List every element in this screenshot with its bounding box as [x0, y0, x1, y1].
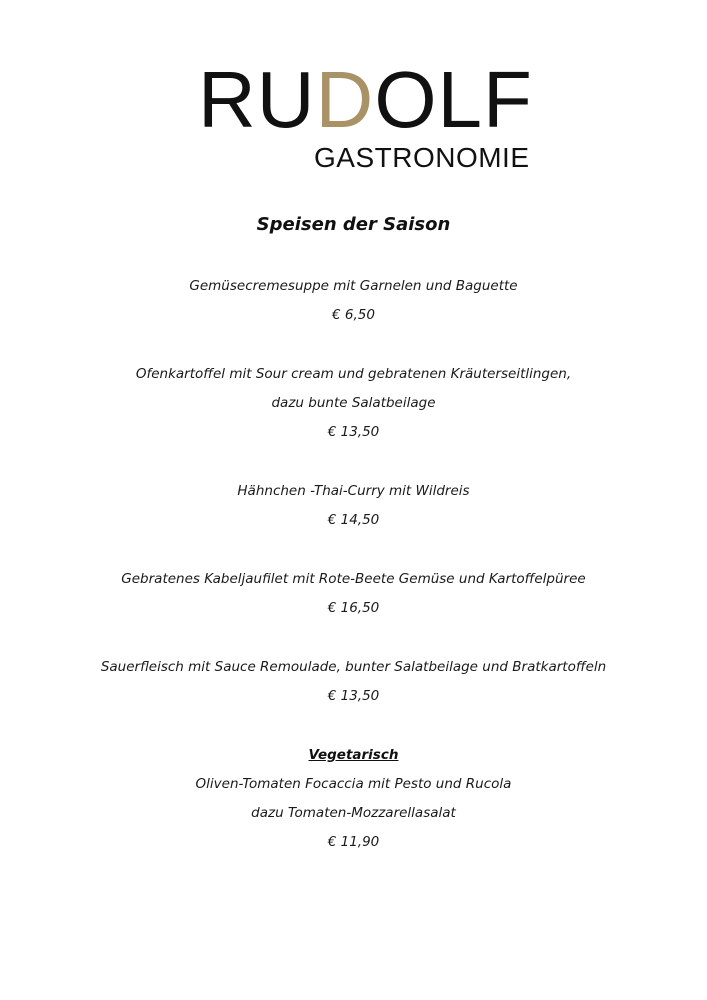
dish-item: [0, 360, 707, 447]
menu-title: Speisen der Saison: [256, 214, 451, 235]
dish-price: € 11,90: [327, 834, 380, 850]
vegetarian-section: [0, 741, 707, 857]
logo-subtitle: GASTRONOMIE: [314, 142, 530, 173]
dish-price: € 16,50: [327, 600, 380, 616]
logo-wordmark-accent-letter: D: [315, 55, 375, 144]
brand-logo: [198, 55, 533, 180]
dish-price: € 6,50: [332, 307, 375, 323]
dish-description: dazu Tomaten-Mozzarellasalat: [251, 805, 456, 821]
dish-price: € 13,50: [327, 424, 380, 440]
logo-wordmark-suffix: OLF: [374, 55, 533, 144]
dish-item: [0, 653, 707, 711]
vegetarian-heading: Vegetarisch: [308, 747, 399, 763]
dish-item: [0, 477, 707, 535]
logo-wordmark-prefix: RU: [198, 55, 316, 144]
dish-description: Ofenkartoffel mit Sour cream und gebratenen Kräuterseitlingen,: [135, 366, 572, 382]
logo-wordmark: [198, 55, 533, 144]
dish-item: [0, 272, 707, 330]
menu-card: [0, 211, 707, 887]
dish-description: Sauerfleisch mit Sauce Remoulade, bunter Salatbeilage und Bratkartoffeln: [100, 659, 607, 675]
dish-item: [0, 565, 707, 623]
dish-description: Gebratenes Kabeljaufilet mit Rote-Beete Gemüse und Kartoffelpüree: [121, 571, 586, 587]
dish-description: dazu bunte Salatbeilage: [271, 395, 436, 411]
dish-description: Gemüsecremesuppe mit Garnelen und Baguette: [189, 278, 518, 294]
dish-description: Oliven-Tomaten Focaccia mit Pesto und Rucola: [195, 776, 512, 792]
dish-price: € 14,50: [327, 512, 380, 528]
dish-description: Hähnchen -Thai-Curry mit Wildreis: [237, 483, 470, 499]
dish-price: € 13,50: [327, 688, 380, 704]
